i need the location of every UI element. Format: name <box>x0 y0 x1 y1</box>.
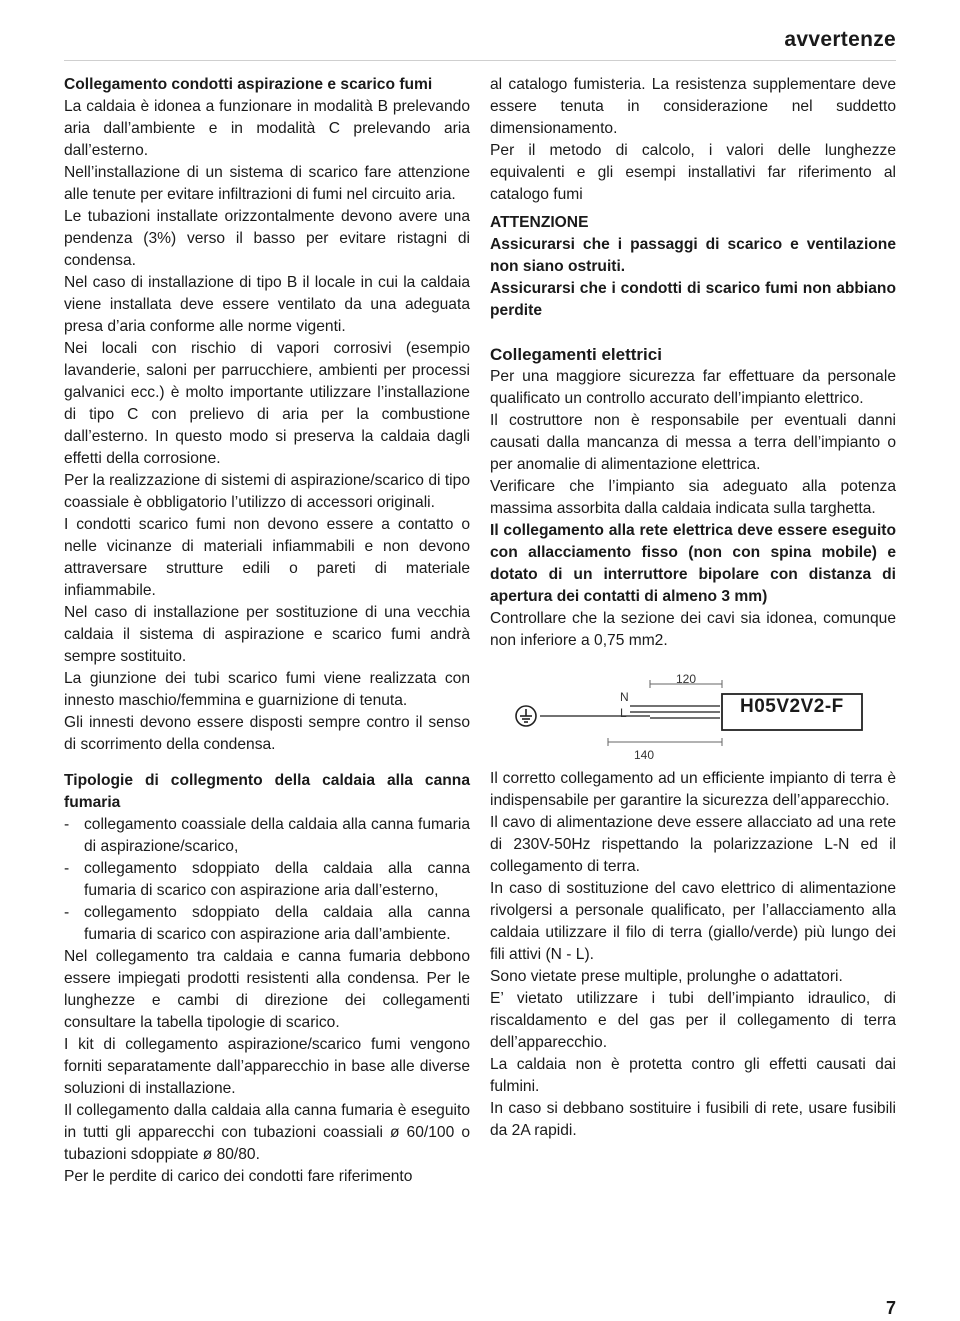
page-number: 7 <box>885 1298 896 1318</box>
paragraph: Per le perdite di carico dei condotti fare riferimento <box>64 1168 413 1185</box>
dimension-120: 120 <box>676 672 697 686</box>
cable-code: H05V2V2-F <box>740 696 844 717</box>
paragraph: Sono vietate prese multiple, prolunghe o adattatori. <box>490 968 843 985</box>
paragraph: Nell’installazione di un sistema di scarico fare attenzione alle tenute per evitare infiltrazioni di fumi nel circuito aria. <box>64 164 470 203</box>
paragraph: Nel collegamento tra caldaia e canna fumaria debbono essere impiegati prodotti resistenti alla condensa. Per le lunghezze e cambi di direzione dei collegamenti consultare la tabella tipologie di scarico. <box>64 948 470 1031</box>
paragraph: E’ vietato utilizzare i tubi dell’impianto idraulico, di riscaldamento e del gas per il collegamento di terra dell’apparecchio. <box>490 990 896 1051</box>
paragraph: al catalogo fumisteria. La resistenza supplementare deve essere tenuta in considerazione nel suddetto dimensionamento. <box>490 76 896 137</box>
heading-electrical: Collegamenti elettrici <box>490 345 662 364</box>
list-item: - collegamento coassiale della caldaia alla canna fumaria di aspirazione/scarico, <box>64 814 470 858</box>
paragraph: I kit di collegamento aspirazione/scarico fumi vengono forniti separatamente dall’apparecchio in base alle diverse soluzioni di installazione. <box>64 1036 470 1097</box>
paragraph: Il collegamento dalla caldaia alla canna fumaria è eseguito in tutti gli apparecchi con tubazioni coassiali ø 60/100 o tubazioni sdoppiate ø 80/80. <box>64 1102 470 1163</box>
cable-diagram <box>490 666 896 762</box>
paragraph: Controllare che la sezione dei cavi sia idonea, comunque non inferiore a 0,75 mm2. <box>490 610 896 649</box>
paragraph: Per una maggiore sicurezza far effettuare da personale qualificato un controllo accurato dell’impianto elettrico. <box>490 368 896 407</box>
list-item: - collegamento sdoppiato della caldaia alla canna fumaria di scarico con aspirazione aria dall’ambiente. <box>64 902 470 946</box>
header-divider <box>64 60 896 61</box>
paragraph: La caldaia non è protetta contro gli effetti causati dai fulmini. <box>490 1056 896 1095</box>
left-column <box>64 74 470 1188</box>
paragraph: Nei locali con rischio di vapori corrosivi (esempio lavanderie, saloni per parrucchiere, ambienti per processi galvanici ecc.) è molto importante utilizzare l’installazione di tipo C con prelievo di aria per la combustione dall’esterno. In questo modo si preserva la caldaia dagli effetti della corrosione. <box>64 340 470 467</box>
paragraph: Nel caso di installazione per sostituzione di una vecchia caldaia il sistema di aspirazione e scarico fumi andrà sempre sostituito. <box>64 604 470 665</box>
paragraph: Gli innesti devono essere disposti sempre contro il senso di scorrimento della condensa. <box>64 714 470 753</box>
heading-flue-connection: Collegamento condotti aspirazione e scarico fumi <box>64 76 433 93</box>
dimension-140: 140 <box>634 748 655 762</box>
right-column <box>490 74 896 1142</box>
attention-item: Assicurarsi che i passaggi di scarico e ventilazione non siano ostruiti. <box>490 236 896 275</box>
section-header: avvertenze <box>784 28 896 51</box>
paragraph: I condotti scarico fumi non devono essere a contatto o nelle vicinanze di materiali infiammabili e non devono attraversare strutture edili o pareti di materiale infiammabile. <box>64 516 470 599</box>
paragraph: La giunzione dei tubi scarico fumi viene realizzata con innesto maschio/femmina e guarnizione di tenuta. <box>64 670 470 709</box>
ground-icon <box>516 706 536 726</box>
connection-types-list <box>64 814 470 946</box>
paragraph: Nel caso di installazione di tipo B il locale in cui la caldaia viene installata deve essere ventilato da una adeguata presa d’aria conforme alle norme vigenti. <box>64 274 470 335</box>
label-neutral: N <box>620 690 629 704</box>
list-item: - collegamento sdoppiato della caldaia alla canna fumaria di scarico con aspirazione aria dall’esterno, <box>64 858 470 902</box>
paragraph: Il corretto collegamento ad un efficiente impianto di terra è indispensabile per garantire la sicurezza dell’apparecchio. <box>490 770 896 809</box>
paragraph: Verificare che l’impianto sia adeguato alla potenza massima assorbita dalla caldaia indicata sulla targhetta. <box>490 478 896 517</box>
paragraph: Per il metodo di calcolo, i valori delle lunghezze equivalenti e gli esempi installativi far riferimento al catalogo fumi <box>490 142 896 203</box>
paragraph: In caso si debbano sostituire i fusibili di rete, usare fusibili da 2A rapidi. <box>490 1100 896 1139</box>
paragraph: La caldaia è idonea a funzionare in modalità B prelevando aria dall’ambiente e in modalità C prelevando aria dall’esterno. <box>64 98 470 159</box>
heading-connection-types: Tipologie di collegmento della caldaia alla canna fumaria <box>64 772 470 811</box>
label-line: L <box>620 706 627 720</box>
paragraph: Il cavo di alimentazione deve essere allacciato ad una rete di 230V-50Hz rispettando la polarizzazione L-N ed il collegamento di terra. <box>490 814 896 875</box>
paragraph: In caso di sostituzione del cavo elettrico di alimentazione rivolgersi a personale qualificato, per l’allacciamento alla caldaia utilizzare il filo di terra (giallo/verde) più lungo dei fili attivi (N - L). <box>490 880 896 963</box>
paragraph-bold: Il collegamento alla rete elettrica deve essere eseguito con allacciamento fisso (non con spina mobile) e dotato di un interruttore bipolare con distanza di apertura dei contatti di almeno 3 mm) <box>490 522 896 605</box>
paragraph: Per la realizzazione di sistemi di aspirazione/scarico di tipo coassiale è obbligatorio l’utilizzo di accessori originali. <box>64 472 470 511</box>
paragraph: Le tubazioni installate orizzontalmente devono avere una pendenza (3%) verso il basso per evitare ristagni di condensa. <box>64 208 470 269</box>
paragraph: Il costruttore non è responsabile per eventuali danni causati dalla mancanza di messa a terra dell’impianto o per anomalie di alimentazione elettrica. <box>490 412 896 473</box>
attention-title: ATTENZIONE <box>490 214 589 231</box>
attention-item: Assicurarsi che i condotti di scarico fumi non abbiano perdite <box>490 280 896 319</box>
